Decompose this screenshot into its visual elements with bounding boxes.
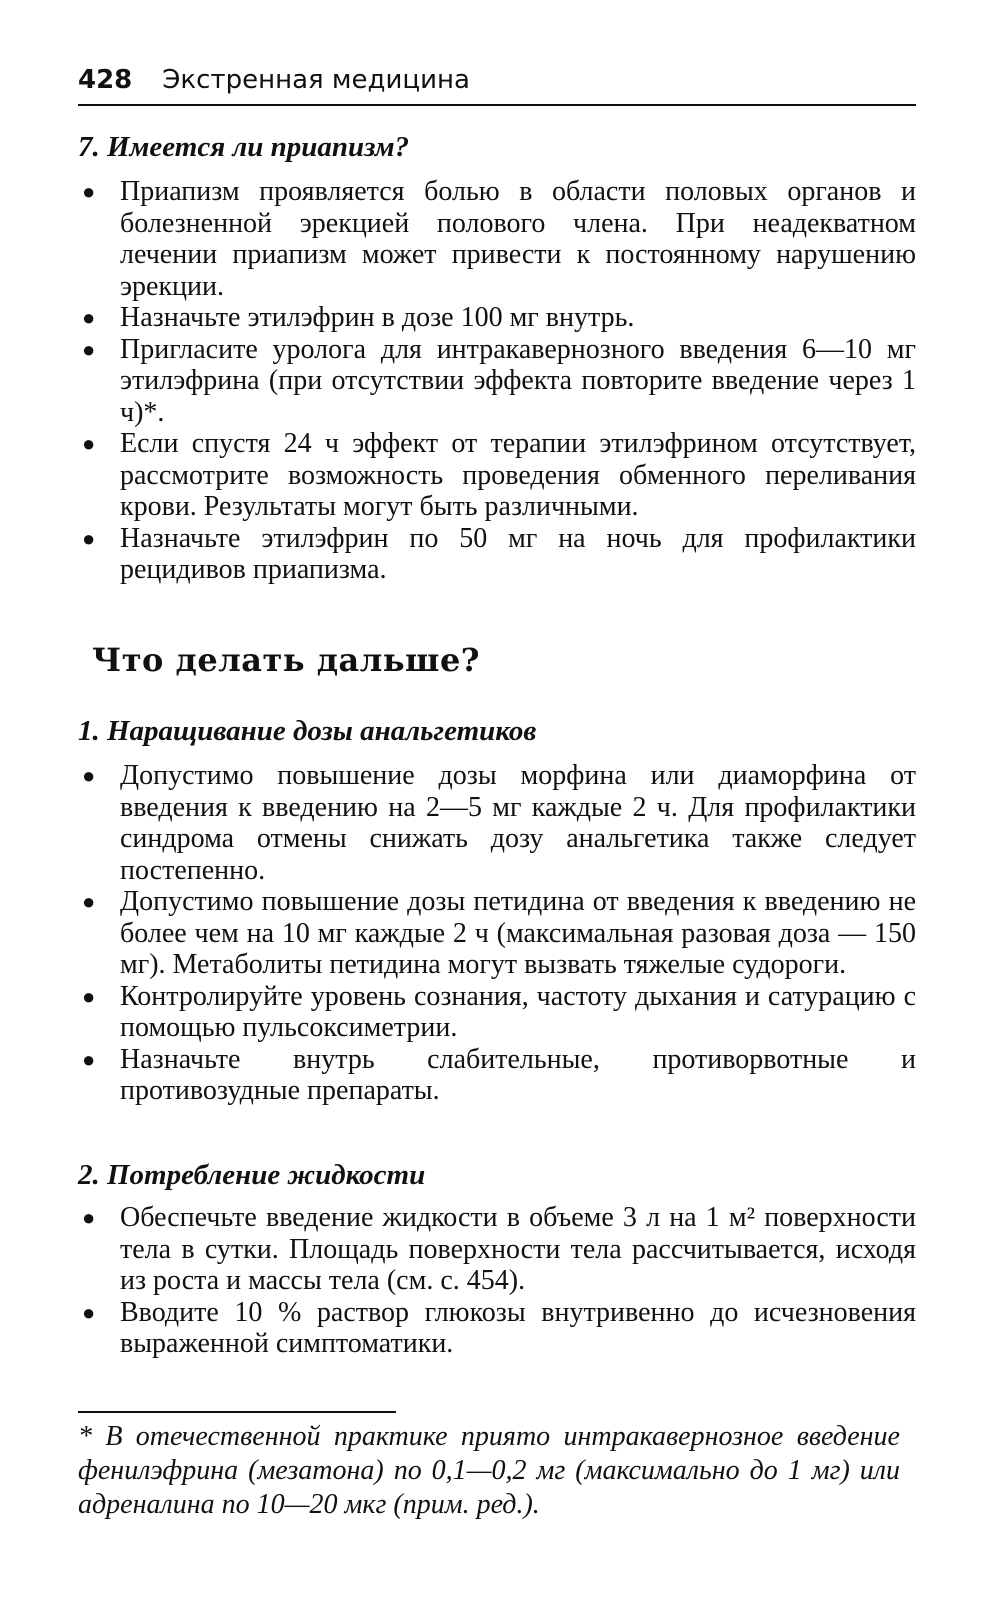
footnote: * В отечественной практике прияmo интракавернозное введение фенилэфрина (мезатона) по 0,1—0,2 мг (максимально до 1 мг) или адреналина по 10—20 мкг (прим. ред.). — [78, 1421, 900, 1520]
running-head — [78, 62, 916, 106]
section-title: Что делать дальше? — [92, 641, 481, 679]
list-item: ● Пригласите уролога для интракавернозного введения 6—10 мг этилэфрина (при отсутствии эффекта повторите введение через 1 ч)*. — [82, 333, 916, 428]
priapism-list — [78, 176, 916, 586]
bullet-icon: ● — [82, 1299, 96, 1325]
footnote-divider — [78, 1411, 396, 1413]
list-item: ● Назначьте этилэфрин по 50 мг на ночь для профилактики рецидивов приапизма. — [82, 522, 916, 585]
list-item: ● Обеспечьте введение жидкости в объеме 3 л на 1 м² поверхности тела в сутки. Площадь поверхности тела рассчитывается, исходя из роста и массы тела (см. с. 454). — [82, 1202, 916, 1296]
list-item: ● Назначьте внутрь слабительные, противорвотные и противозудные препараты. — [82, 1043, 916, 1106]
list-item: ● Приапизм проявляется болью в области половых органов и болезненной эрекцией полового члена. При неадекватном лечении приапизм может привести к постоянному нарушению эрекции. — [82, 176, 916, 302]
bullet-icon: ● — [82, 525, 96, 551]
bullet-icon: ● — [82, 179, 96, 204]
subheading-priapism: 7. Имеется ли приапизм? — [78, 131, 410, 163]
bullet-icon: ● — [82, 431, 96, 456]
bullet-icon: ● — [82, 983, 96, 1009]
bullet-icon: ● — [82, 1046, 96, 1072]
bullet-icon: ● — [82, 763, 96, 788]
bullet-icon: ● — [82, 336, 96, 362]
page-number: 428 — [78, 65, 133, 95]
list-item: ● Контролируйте уровень сознания, частоту дыхания и сатурацию с помощью пульсоксиметрии. — [82, 980, 916, 1043]
fluids-list — [78, 1202, 916, 1360]
analgesics-list — [78, 760, 916, 1107]
list-item: ● Допустимо повышение дозы петидина от введения к введению не более чем на 10 мг каждые 2 ч (максимальная разовая доза — 150 мг). Метаболиты петидина могут вызвать тяжелые судороги. — [82, 886, 916, 980]
running-title: Экстренная медицина — [162, 65, 470, 95]
bullet-icon: ● — [82, 1205, 96, 1230]
list-item: ● Назначьте этилэфрин в дозе 100 мг внутрь. — [82, 302, 635, 333]
subheading-analgesics: 1. Наращивание дозы анальгетиков — [78, 715, 537, 747]
bullet-icon: ● — [82, 305, 96, 330]
list-item: ● Вводите 10 % раствор глюкозы внутривенно до исчезновения выраженной симптоматики. — [82, 1296, 916, 1359]
subheading-fluids: 2. Потребление жидкости — [78, 1159, 426, 1191]
bullet-icon: ● — [82, 889, 96, 914]
list-item: ● Если спустя 24 ч эффект от терапии этилэфрином отсутствует, рассмотрите возможность проведения обменного переливания крови. Результаты могут быть различными. — [82, 428, 916, 522]
list-item: ● Допустимо повышение дозы морфина или диаморфина от введения к введению на 2—5 мг каждые 2 ч. Для профилактики синдрома отмены снижать дозу анальгетика также следует постепенно. — [82, 760, 916, 886]
